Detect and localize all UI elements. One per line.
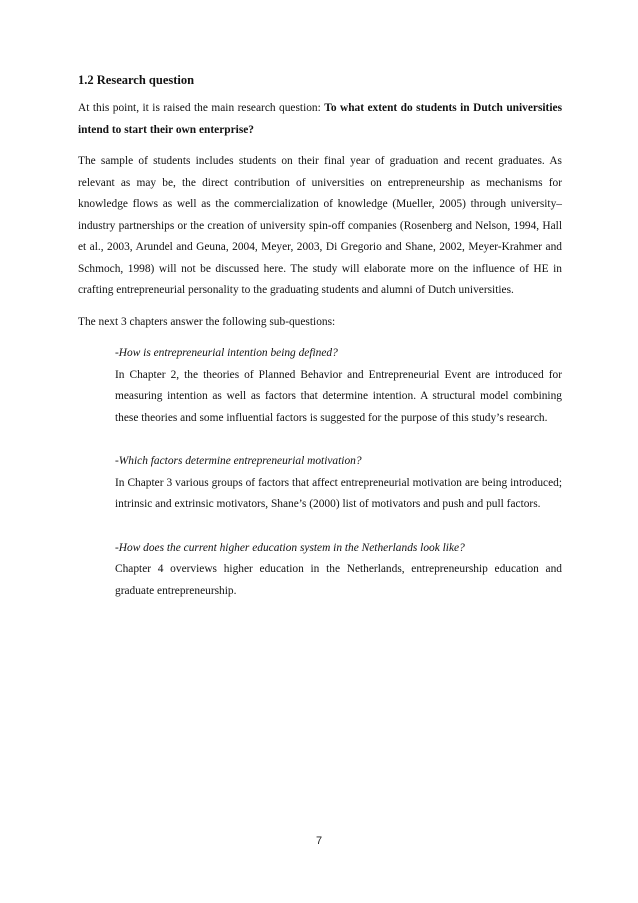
subquestion-answer: In Chapter 3 various groups of factors that affect entrepreneurial motivation are being introduced; intrinsic and extrinsic motivators, Shane’s (2000) list of motivators and push and pull factors. [115,476,562,510]
sample-paragraph: The sample of students includes students on their final year of graduation and recent graduates. As relevant as may be, the direct contribution of universities on entrepreneurship as mechanisms for knowledge flows as well as the commercialization of knowledge (Mueller, 2005) through university–industry partnerships or the creation of university spin-off companies (Rosenberg and Nelson, 1994, Hall et al., 2003, Arundel and Geuna, 2004, Meyer, 2003, Di Gregorio and Shane, 2002, Meyer-Krahmer and Schmoch, 1998) will not be discussed here. The study will elaborate more on the influence of HE in crafting entrepreneurial personality to the graduating students and alumni of Dutch universities. [78,155,562,296]
subquestion-title: -How is entrepreneurial intention being defined? [115,347,338,359]
research-question-main: To what extent do students in Dutch universities intend to start their own enterprise? [78,102,562,136]
subquestion-title: -Which factors determine entrepreneurial motivation? [115,455,362,467]
subquestion-item [115,343,562,429]
page-content [78,72,562,624]
subquestion-item [115,538,562,603]
subquestion-item [115,451,562,516]
section-heading: 1.2 Research question [78,73,195,87]
subquestion-answer: In Chapter 2, the theories of Planned Behavior and Entrepreneurial Event are introduced for measuring intention as well as factors that determine intention. A structural model combining these theories and some influential factors is suggested for the purpose of this study’s research. [115,368,562,424]
subquestion-title: -How does the current higher education system in the Netherlands look like? [115,541,465,554]
research-question-intro: At this point, it is raised the main research question: [78,102,325,114]
page-number: 7 [315,835,323,847]
research-question-paragraph [78,98,562,141]
subquestion-answer: Chapter 4 overviews higher education in the Netherlands, entrepreneurship education and graduate entrepreneurship. [115,563,562,597]
subquestions-list [115,343,562,602]
next-chapters-paragraph: The next 3 chapters answer the following sub-questions: [78,315,336,328]
